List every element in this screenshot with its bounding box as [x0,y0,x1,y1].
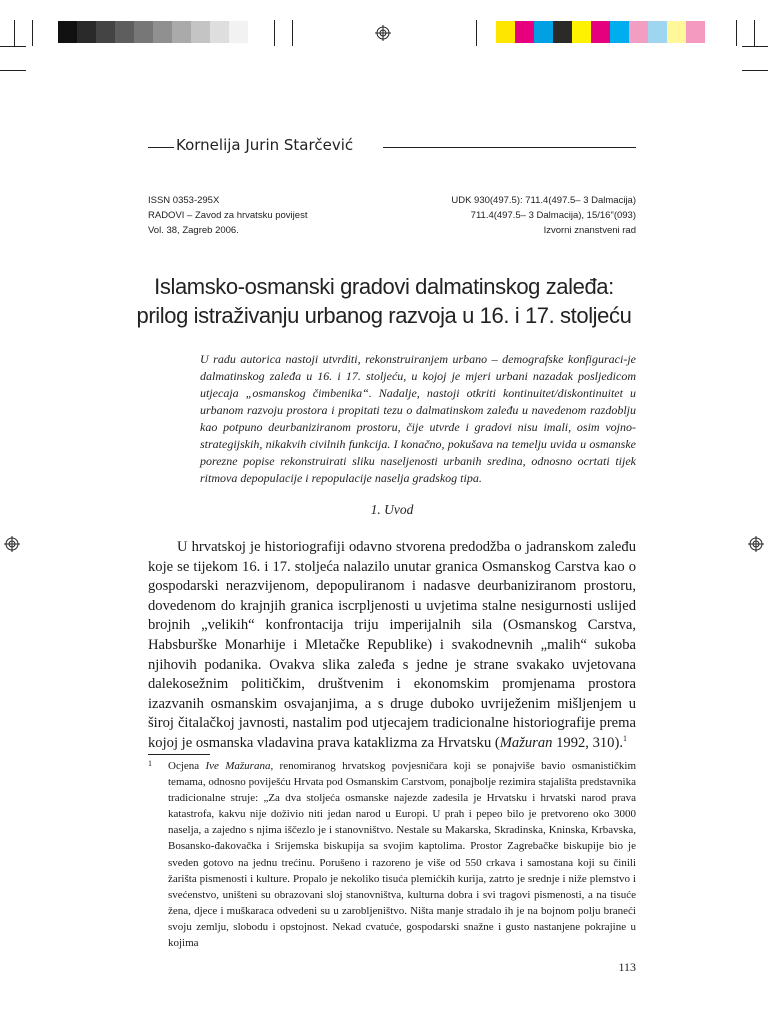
color-swatch [172,21,191,43]
registration-mark-icon [4,536,20,552]
color-swatch [534,21,553,43]
gray-color-bar [58,21,248,43]
registration-mark-icon [748,536,764,552]
color-swatch [591,21,610,43]
footnote-name: Ive Mažurana [205,760,271,772]
color-swatch [229,21,248,43]
crop-mark [754,20,755,46]
crop-mark [742,46,768,47]
color-swatch [705,21,724,43]
crop-mark [736,20,737,46]
color-swatch [572,21,591,43]
footnote-text: Ocjena Ive Mažurana, renomiranog hrvatskog povjesničara koji se ponajviše bavio osmanističkim temama, odnosno poviješću Hrvata pod Osmanskim Carstvom, ponajbolje rezimira stajališta predstavnika tradicionalne struje: „Za dva stoljeća osmanske najezde zadesila je Hrvatsku i hrvatski narod prava katastrofa, kakvu nije doživio niti jedan narod u Europi. U prah i pepeo bilo je pretvoreno oko 3000 naselja, a zajedno s njima iščezlo je i stanovništvo. Nestale su Makarska, Skradinska, Kninska, Krbavska, Bosansko-đakovačka i Srijemska biskupija sa svojim kaptolima. Prostor Zagrebačke biskupije bio je sveden gotovo na jednu trećinu. Porušeno i razoreno je više od 550 crkava i samostana koji su činili žarišta pismenosti i kulture. Propalo je nekoliko tisuća plemićkih kurija, zatrto je srednje i niže plemstvo i svećenstvo, uništeni su obrazovani sloj stanovništva, kulturna dobra i svi tragovi pismenosti, a na tisuće žena, djece i muškaraca odvedeni su u zarobljeništvo. Ništa manje stradalo ih je na bojnom polju braneći svoju zemlju, slobodu i opstojnost. Nekad cvatuće, gospodarski snažne i gusto nastanjene pokrajine u kojima [168,760,636,950]
color-swatch [153,21,172,43]
crop-mark [292,20,293,46]
color-swatch [667,21,686,43]
color-swatch [515,21,534,43]
publication-info [148,193,307,238]
crop-mark [32,20,33,46]
crop-mark [0,46,26,47]
body-text [148,538,636,754]
paragraph: U hrvatskoj je historiografiji odavno stvorena predodžba o jadranskom zaleđu koje se tijekom 16. i 17. stoljeća nalazilo unutar granica Osmanskog Carstva kao o gospodarski nerazvijenom, depopuliranom i nadasve deurbaniziranom prostoru, dovedenom do krajnjih granica iscrpljenosti u uvjetima stalne nesigurnosti uslijed brojnih „velikih“ konfrontacija triju imperijalnih sila (Osmanskog Carstva, Habsburške Monarhije i Mletačke Republike) i svakodnevnih „malih“ sukoba njihovih podanika. Ovakva slika zaleđa s jedne je strane svakako uvjetovana dalekosežnim političkim, društvenim i ekonomskim promjenama prostora izazvanih osmanskim osvajanjima, a s druge duboko uvriježenim mišljenjem u široj čitalačkoj javnosti, nastalim pod utjecajem tradicionalne historiografije prema kojoj je osmanska vladavina prava kataklizma za Hrvatsku (Mažuran 1992, 310).$^1$ [148,539,636,751]
color-swatch [686,21,705,43]
color-swatch [629,21,648,43]
color-swatch [553,21,572,43]
process-color-bar [496,21,724,43]
rule [383,147,636,148]
journal-name: RADOVI – Zavod za hrvatsku povijest [148,210,308,221]
color-swatch [610,21,629,43]
title-line: prilog istraživanju urbanog razvoja u 16. i 17. stoljeću [136,303,632,328]
udk-code: UDK 930(497.5): 711.4(497.5– 3 Dalmacija) [451,195,636,206]
color-swatch [134,21,153,43]
color-swatch [96,21,115,43]
crop-mark [14,20,15,46]
crop-mark [742,70,768,71]
color-swatch [115,21,134,43]
footnote-number: 1 [148,759,152,768]
color-swatch [58,21,77,43]
footnote-rule [148,754,210,755]
article-type: Izvorni znanstveni rad [543,225,636,236]
crop-mark [0,70,26,71]
author-name: Kornelija Jurin Starčević [176,136,354,154]
color-swatch [210,21,229,43]
footnote-ref[interactable]: 1 [623,734,627,744]
citation-author: Mažuran [499,734,553,751]
abstract: U radu autorica nastoji utvrditi, rekonstruiranjem urbano – demografske konfiguraci-je dalmatinskog zaleđa u 16. i 17. stoljeću, u kojoj je mjeri urbani nazadak posljedicom utjecaja „osmanskog čimbenika“. Nadalje, nastoji otkriti kontinuitet/diskontinuitet u urbanom razvoju prostora i propitati tezu o dalmatinskom zaleđu u navedenom razdoblju kao potpuno deurbaniziranom prostoru, čije utvrde i gradovi nisu imali, osim vojno-strategijskih, nikakvih civilnih funkcija. I konačno, pokušava na temelju uvida u osmanske porezne popise rekonstruirati sliku naseljenosti urbanih sredina, odnosno ocrtati tijek ritmova depopulacije i repopulacije naselja gradskog tipa. [200,352,636,485]
crop-mark [476,20,477,46]
section-heading: 1. Uvod [370,502,414,517]
issn: ISSN 0353-295X [148,195,220,206]
rule [148,147,174,148]
classification-info [451,193,636,238]
footnote [148,758,636,951]
color-swatch [191,21,210,43]
color-swatch [77,21,96,43]
running-head [148,136,636,156]
article-title [100,272,668,330]
udk-code-continued: 711.4(497.5– 3 Dalmacija), 15/16"(093) [470,210,636,221]
color-swatch [648,21,667,43]
volume-info: Vol. 38, Zagreb 2006. [148,225,239,236]
page-number: 113 [618,960,636,974]
color-swatch [496,21,515,43]
title-line: Islamsko-osmanski gradovi dalmatinskog zaleđa: [154,274,614,299]
crop-mark [274,20,275,46]
registration-mark-icon [375,25,391,41]
